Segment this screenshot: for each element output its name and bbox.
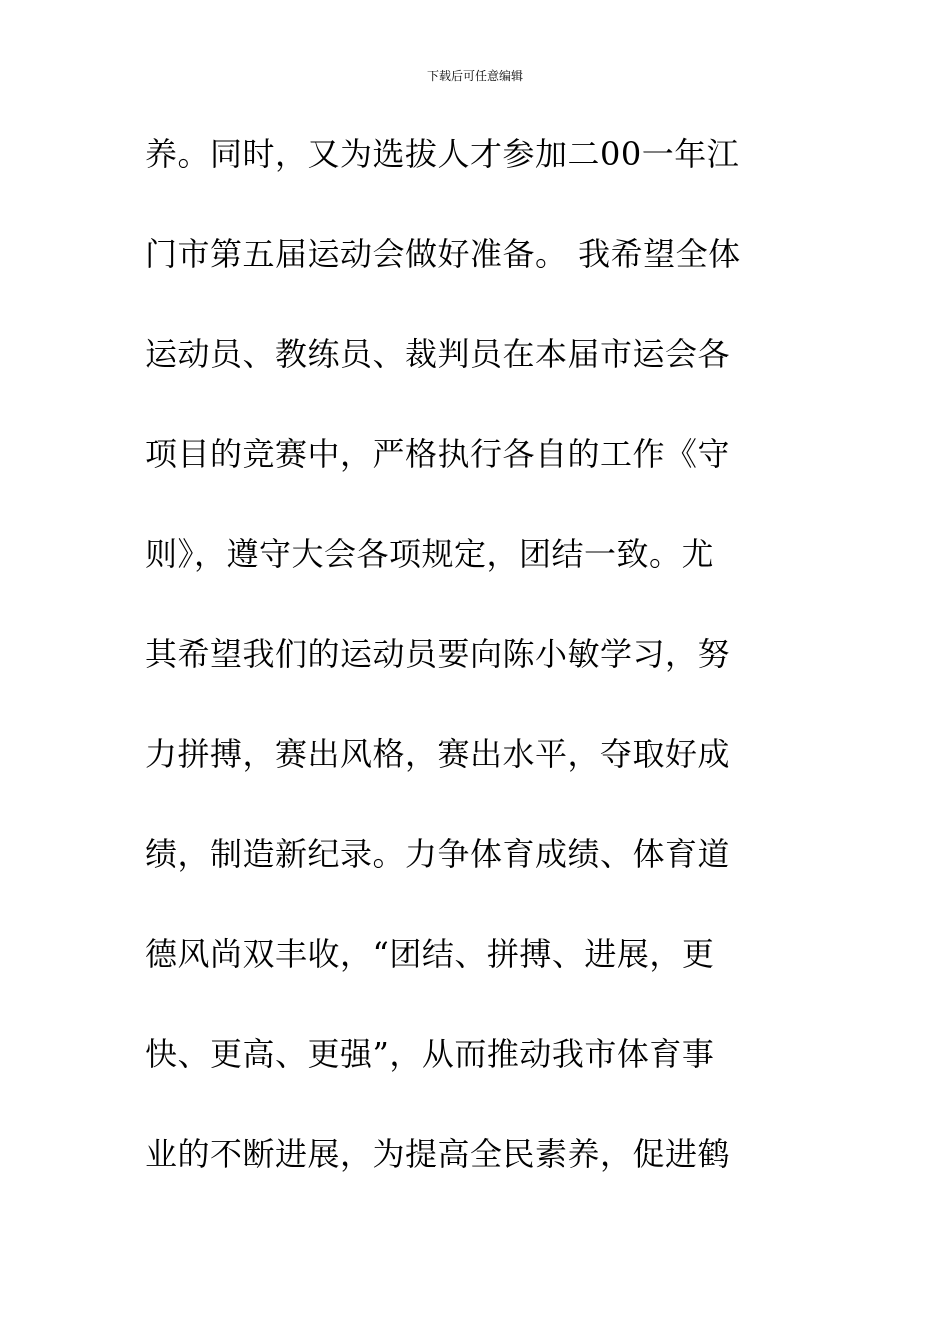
text-line-4: 项目的竞赛中，严格执行各自的工作《守 — [145, 435, 731, 473]
text-line-10: 快、更高、更强”，从而推动我市体育事 — [145, 1035, 715, 1073]
text-line-6: 其希望我们的运动员要向陈小敏学习，努 — [145, 635, 731, 673]
text-line-11: 业的不断进展，为提高全民素养，促进鹤 — [145, 1135, 731, 1173]
text-line-5: 则》，遵守大会各项规定，团结一致。尤 — [145, 535, 715, 573]
text-line-7: 力拼搏，赛出风格，赛出水平，夺取好成 — [145, 735, 731, 773]
body-text — [145, 128, 845, 1228]
text-line-8: 绩，制造新纪录。力争体育成绩、体育道 — [145, 835, 731, 873]
text-line-3: 运动员、教练员、裁判员在本届市运会各 — [145, 335, 731, 373]
header-note: 下载后可任意编辑 — [426, 69, 523, 83]
text-line-1: 养。同时，又为选拔人才参加二00一年江 — [145, 135, 740, 173]
text-line-2: 门市第五届运动会做好准备。 我希望全体 — [145, 235, 741, 273]
text-line-9: 德风尚双丰收，“团结、拼搏、进展，更 — [145, 935, 715, 973]
